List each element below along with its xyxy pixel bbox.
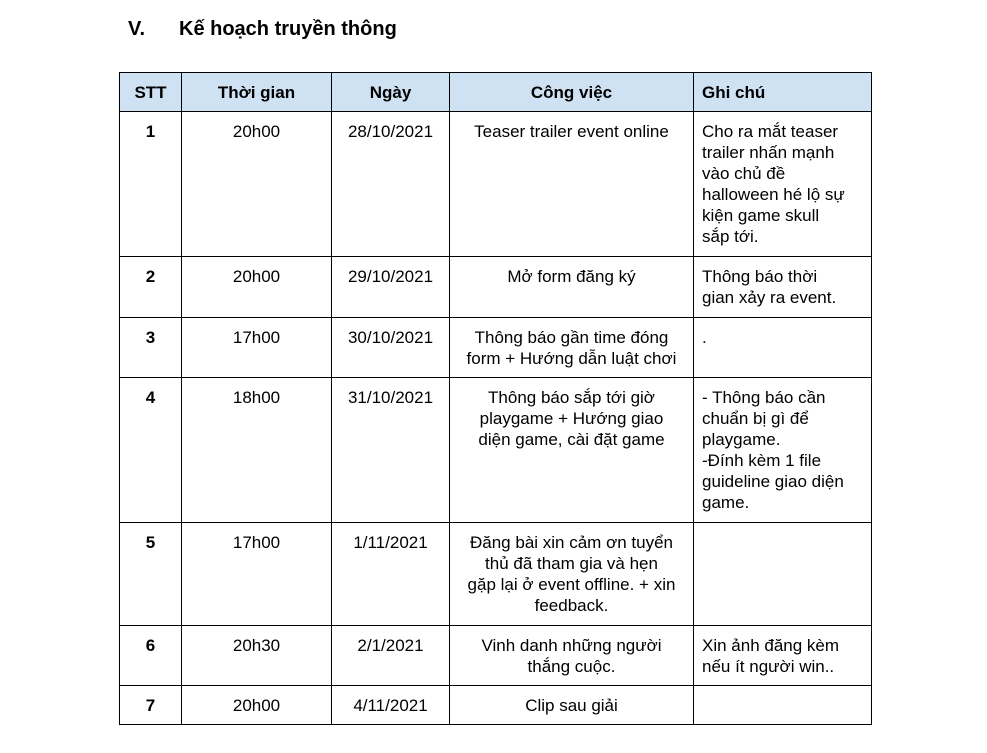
cell-date: 1/11/2021 xyxy=(332,523,450,626)
cell-note xyxy=(694,378,872,523)
cell-stt: 3 xyxy=(120,318,182,378)
cell-note xyxy=(694,523,872,626)
note-line: kiện game skull xyxy=(702,206,820,225)
cell-date: 31/10/2021 xyxy=(332,378,450,523)
task-line: Đăng bài xin cảm ơn tuyển xyxy=(470,533,673,552)
note-line: Xin ảnh đăng kèm xyxy=(702,636,840,655)
note-line: chuẩn bị gì để xyxy=(702,409,809,428)
cell-note xyxy=(694,112,872,257)
cell-task xyxy=(450,257,694,318)
cell-task xyxy=(450,378,694,523)
task-line: thủ đã tham gia và hẹn xyxy=(485,554,658,573)
header-time: Thời gian xyxy=(182,73,332,112)
cell-note xyxy=(694,686,872,725)
table-row xyxy=(120,523,872,626)
cell-task xyxy=(450,318,694,378)
cell-date: 4/11/2021 xyxy=(332,686,450,725)
cell-stt: 2 xyxy=(120,257,182,318)
cell-task xyxy=(450,686,694,725)
note-line: Cho ra mắt teaser xyxy=(702,122,839,141)
cell-stt: 4 xyxy=(120,378,182,523)
task-line: Teaser trailer event online xyxy=(474,122,669,141)
task-line: Thông báo sắp tới giờ xyxy=(488,388,655,407)
cell-time: 18h00 xyxy=(182,378,332,523)
task-line: Thông báo gần time đóng xyxy=(474,328,669,347)
cell-note xyxy=(694,257,872,318)
section-heading xyxy=(128,18,397,41)
note-line: halloween hé lộ sự xyxy=(702,185,845,204)
table-row xyxy=(120,686,872,725)
note-line: . xyxy=(702,328,707,347)
cell-date: 2/1/2021 xyxy=(332,626,450,686)
cell-note xyxy=(694,318,872,378)
cell-time: 20h30 xyxy=(182,626,332,686)
section-title: Kế hoạch truyền thông xyxy=(179,18,397,40)
cell-task xyxy=(450,112,694,257)
table-row xyxy=(120,318,872,378)
task-line: gặp lại ở event offline. + xin xyxy=(467,575,676,594)
note-line: sắp tới. xyxy=(702,227,759,246)
cell-stt: 1 xyxy=(120,112,182,257)
section-number: V. xyxy=(128,18,146,40)
table-header-row xyxy=(120,73,872,112)
table-row xyxy=(120,626,872,686)
cell-time: 20h00 xyxy=(182,112,332,257)
header-note: Ghi chú xyxy=(694,73,872,112)
cell-time: 20h00 xyxy=(182,686,332,725)
note-line: nếu ít người win.. xyxy=(702,657,835,676)
note-line: guideline giao diện xyxy=(702,472,844,491)
cell-time: 17h00 xyxy=(182,318,332,378)
note-line: playgame. xyxy=(702,430,781,449)
cell-stt: 7 xyxy=(120,686,182,725)
communication-plan-table xyxy=(119,72,872,725)
header-stt: STT xyxy=(120,73,182,112)
task-line: playgame + Hướng giao xyxy=(479,409,664,428)
cell-date: 28/10/2021 xyxy=(332,112,450,257)
note-line: gian xảy ra event. xyxy=(702,288,837,307)
cell-stt: 5 xyxy=(120,523,182,626)
cell-date: 30/10/2021 xyxy=(332,318,450,378)
note-line: trailer nhấn mạnh xyxy=(702,143,835,162)
cell-time: 20h00 xyxy=(182,257,332,318)
cell-stt: 6 xyxy=(120,626,182,686)
note-line: - Thông báo cần xyxy=(702,388,826,407)
note-line: Thông báo thời xyxy=(702,267,818,286)
cell-note xyxy=(694,626,872,686)
cell-task xyxy=(450,626,694,686)
task-line: diện game, cài đặt game xyxy=(478,430,665,449)
task-line: Mở form đăng ký xyxy=(507,267,636,286)
note-line: game. xyxy=(702,493,750,512)
header-task: Công việc xyxy=(450,73,694,112)
table-row xyxy=(120,378,872,523)
note-line: vào chủ đề xyxy=(702,164,786,183)
table-row xyxy=(120,112,872,257)
task-line: thắng cuộc. xyxy=(527,657,616,676)
table-row xyxy=(120,257,872,318)
task-line: feedback. xyxy=(534,596,609,615)
note-line: -Đính kèm 1 file xyxy=(702,451,822,470)
task-line: Clip sau giải xyxy=(525,696,618,715)
task-line: form + Hướng dẫn luật chơi xyxy=(466,349,677,368)
cell-date: 29/10/2021 xyxy=(332,257,450,318)
task-line: Vinh danh những người xyxy=(481,636,662,655)
header-date: Ngày xyxy=(332,73,450,112)
cell-time: 17h00 xyxy=(182,523,332,626)
cell-task xyxy=(450,523,694,626)
